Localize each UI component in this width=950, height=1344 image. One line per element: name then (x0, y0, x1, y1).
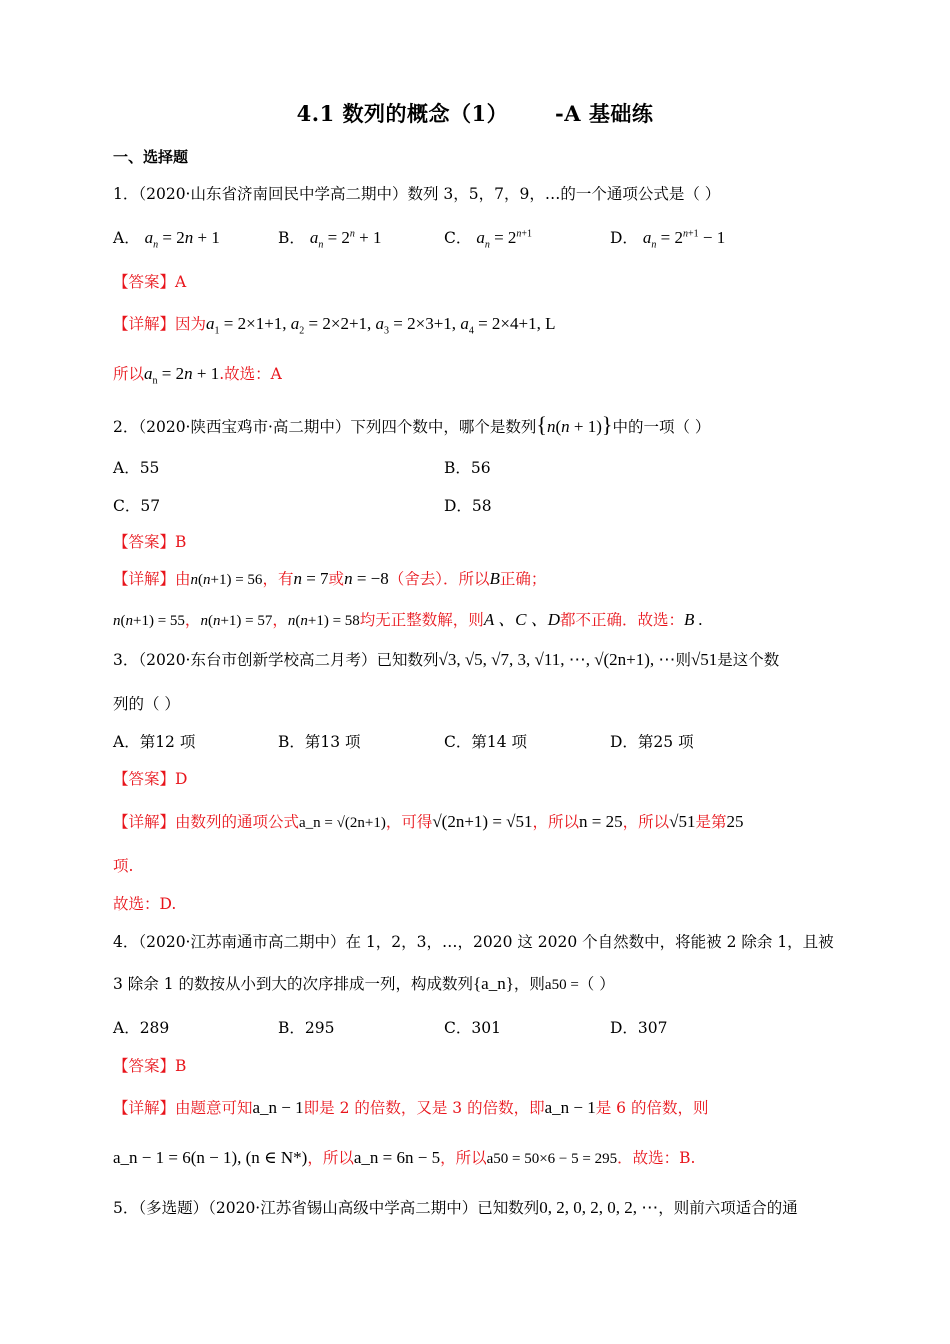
question-5-stem: 5．（多选题）（2020·江苏省锡山高级中学高二期中）已知数列0, 2, 0, 2, 0, 2, ⋯，则前六项适合的通 (113, 1198, 798, 1217)
q4-option-b: B．295 (278, 1019, 335, 1037)
question-4-stem-2: 3 除余 1 的数按从小到大的次序排成一列，构成数列{a_n}，则a50 =（ ） (113, 974, 615, 993)
q3-detail-3: 故选：D. (113, 895, 177, 913)
q2-option-d: D．58 (444, 497, 492, 515)
page-title: 4.1 数列的概念（1） -A 基础练 (296, 101, 654, 126)
q1-detail-2: 所以$a_n = 2n + 1$.故选：A (113, 364, 282, 387)
q1-option-a: A． $a_n = 2n + 1$ (113, 228, 220, 251)
q1-option-d: D． $a_n = 2^{n+1} - 1$ (610, 228, 726, 251)
q2-option-b: B．56 (444, 459, 491, 477)
q1-answer: 【答案】A (113, 273, 187, 291)
q3-option-d: D．第25 项 (610, 733, 694, 751)
q3-option-a: A．第12 项 (113, 733, 196, 751)
question-1-stem: 1．（2020·山东省济南回民中学高二期中）数列 3，5，7，9，…的一个通项公式是（ ） (113, 185, 721, 203)
q4-answer: 【答案】B (113, 1057, 187, 1075)
q4-option-c: C．301 (444, 1019, 501, 1037)
q4-detail: 【详解】由题意可知a_n − 1即是 2 的倍数，又是 3 的倍数，即a_n − 1是 6 的倍数，则 (113, 1098, 709, 1117)
q1-detail: 【详解】因为$a_1 = 2\times 1+1$, $a_2 = 2\times 2+1$, $a_3 = 2\times 3+1$, $a_4 = 2\times 4+1$, L (113, 314, 556, 337)
question-4-stem: 4．（2020·江苏南通市高二期中）在 1，2，3，…，2020 这 2020 个自然数中，将能被 2 除余 1，且被 (113, 933, 834, 951)
q1-option-b: B． $a_n = 2^n + 1$ (278, 228, 382, 251)
q3-option-b: B．第13 项 (278, 733, 361, 751)
q2-detail: 【详解】由n(n+1) = 56，有n = 7或n = −8（舍去）．所以B正确； (113, 569, 547, 588)
section-heading: 一、选择题 (113, 148, 189, 166)
q2-option-a: A．55 (113, 459, 160, 477)
q2-option-c: C．57 (113, 497, 161, 515)
q3-answer: 【答案】D (113, 770, 188, 788)
q4-detail-2: a_n − 1 = 6(n − 1), (n ∈ N*)，所以a_n = 6n − 5，所以a50 = 50×6 − 5 = 295．故选：B. (113, 1148, 696, 1167)
question-2-stem: 2．（2020·陕西宝鸡市·高二期中）下列四个数中，哪个是数列{n(n + 1)}中的一项（ ） (113, 412, 711, 437)
q3-option-c: C．第14 项 (444, 733, 528, 751)
q2-answer: 【答案】B (113, 533, 187, 551)
q3-detail: 【详解】由数列的通项公式a_n = √(2n+1)，可得√(2n+1) = √51，所以n = 25，所以√51是第25 (113, 812, 744, 831)
question-3-stem-2: 列的（ ） (113, 695, 180, 713)
q2-detail-2: n(n+1) = 55，n(n+1) = 57，n(n+1) = 58均无正整数解，则A 、C 、D都不正确．故选：B . (113, 610, 703, 629)
q3-detail-2: 项. (113, 857, 134, 875)
q1-option-c: C． $a_n = 2^{n+1}$ (444, 228, 533, 251)
question-3-stem: 3．（2020·东台市创新学校高二月考）已知数列√3, √5, √7, 3, √11, ⋯, √(2n+1), ⋯则√51是这个数 (113, 650, 780, 669)
q4-option-a: A．289 (113, 1019, 170, 1037)
q4-option-d: D．307 (610, 1019, 668, 1037)
